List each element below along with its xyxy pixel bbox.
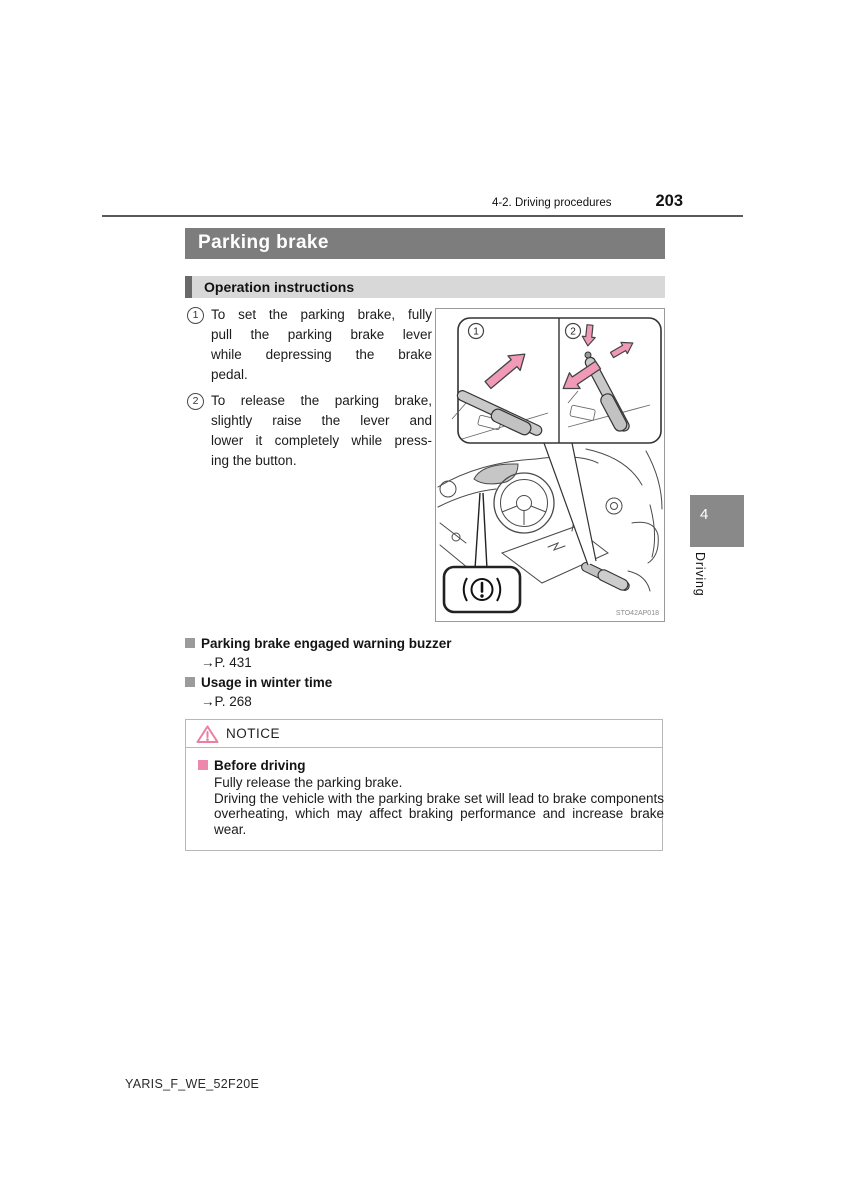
document-code: YARIS_F_WE_52F20E (125, 1077, 260, 1091)
notice-label: NOTICE (226, 726, 281, 741)
reference-notes (185, 634, 665, 712)
figure-code: STO42AP018 (615, 610, 659, 617)
note-title: Usage in winter time (201, 675, 333, 690)
breadcrumb: 4-2. Driving procedures (491, 197, 612, 209)
instruction-list (187, 305, 432, 477)
notice-header (186, 720, 662, 748)
page-reference: →P. 431 (201, 655, 252, 670)
page-reference: →P. 268 (201, 694, 252, 709)
circled-number-2-icon: 2 (187, 393, 204, 410)
notice-body (186, 748, 662, 850)
square-bullet-icon (185, 638, 195, 648)
pink-square-bullet-icon (198, 760, 208, 770)
header-divider (102, 215, 743, 217)
list-item (187, 391, 432, 471)
page-number: 203 (655, 192, 683, 210)
page-header (102, 192, 743, 211)
note-title: Parking brake engaged warning buzzer (201, 636, 452, 651)
list-item (185, 634, 665, 672)
warning-triangle-icon (196, 724, 219, 744)
steering-wheel (494, 473, 554, 533)
chapter-tab: 4 (690, 495, 744, 547)
section-heading: Operation instructions (185, 276, 665, 298)
list-item (185, 673, 665, 711)
parking-brake-illustration (435, 308, 665, 622)
instruction-text: To set the parking brake, fully pull the parking brake lever while depressing the brake pedal. (211, 307, 432, 382)
page-title: Parking brake (185, 228, 665, 259)
square-bullet-icon (185, 677, 195, 687)
chapter-title-vertical: Driving (693, 552, 707, 597)
circled-number-1-icon: 1 (187, 307, 204, 324)
list-item (187, 305, 432, 385)
instruction-text: To release the parking brake, slightly raise the lever and lower it completely while press- ing the button. (211, 393, 432, 468)
notice-box (185, 719, 663, 851)
instrument-cluster-shade (474, 464, 518, 484)
notice-text: Fully release the parking brake. Driving the vehicle with the parking brake set will lead to brake components overheating, which may affect braking performance and increase brake wear. (214, 775, 664, 837)
figure-step-2: 2 (570, 326, 576, 338)
figure-step-1: 1 (473, 326, 479, 338)
parking-brake-lever (580, 561, 631, 592)
notice-item-title: Before driving (214, 758, 306, 773)
illustration-drawing (436, 309, 664, 621)
